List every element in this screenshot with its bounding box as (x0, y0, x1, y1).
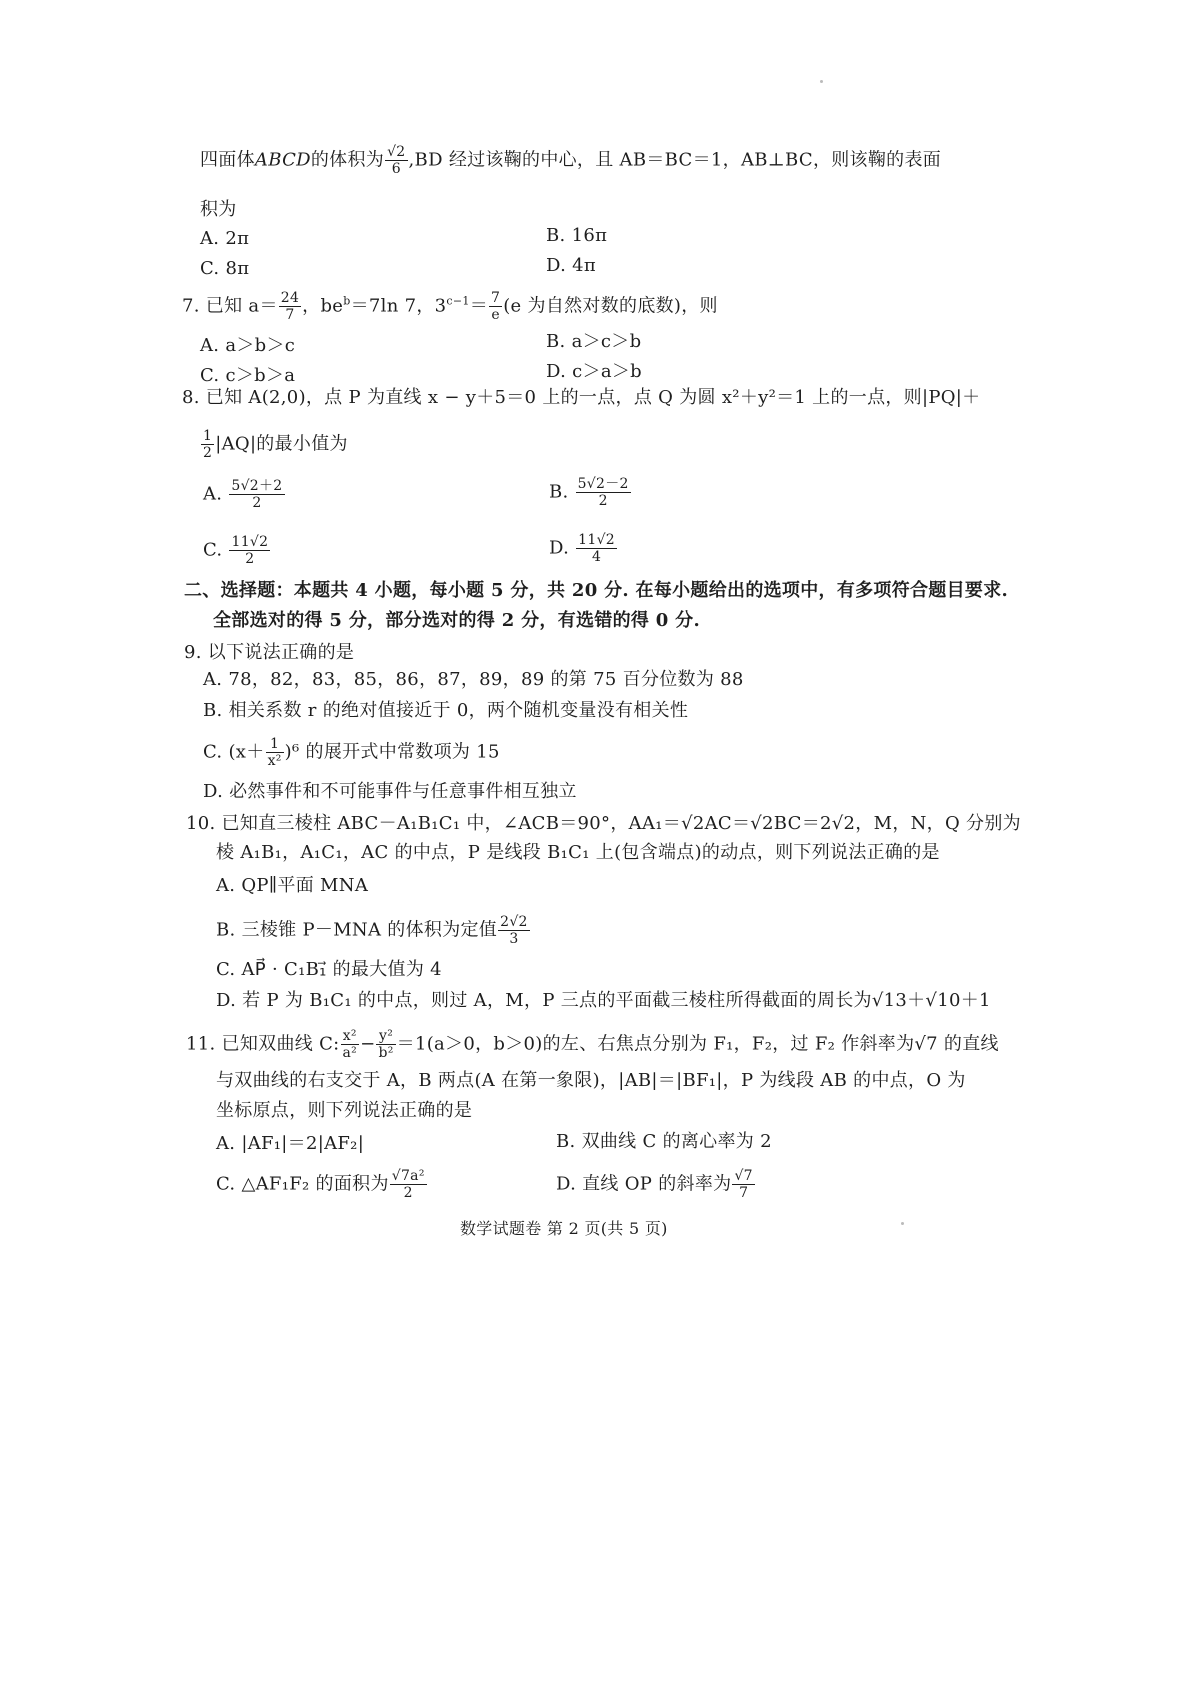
q6-text-a: 四面体 (200, 149, 255, 171)
q6-option-a: A. 2π (200, 228, 250, 249)
q7-option-b: B. a＞c＞b (546, 331, 642, 352)
q7-option-c: C. c＞b＞a (200, 365, 296, 386)
q11-line2: 与双曲线的右支交于 A，B 两点(A 在第一象限)，|AB|＝|BF₁|，P 为线段 AB 的中点，O 为 (216, 1070, 966, 1091)
q11-option-c: C. △AF₁F₂ 的面积为 $\frac{\text{√7a²}}{2}$ (216, 1168, 425, 1201)
q6-line2: 积为 (200, 199, 237, 220)
q6-volume-fraction: $\frac{√2}{6}$ (387, 144, 406, 177)
q8-option-d: D. $\frac{11√2}{4}$ (549, 532, 615, 565)
q10-option-a: A. QP∥平面 MNA (216, 875, 369, 896)
q9-option-c: C. (x＋ $\frac{1}{\text{x²}}$ )⁶ 的展开式中常数项为 15 (203, 736, 500, 769)
q7-stem: 7. 已知 a＝ $\frac{24}{7}$ ，$be^b=7\ln$ 7，$3^{c-1}=$ $\frac{7}{e}$ (e 为自然对数的底数)，则 (182, 290, 718, 323)
q10-option-b: B. 三棱锥 P－MNA 的体积为定值 $\frac{2√2}{3}$ (216, 914, 528, 947)
q7-option-d: D. c＞a＞b (546, 361, 642, 382)
scan-speck (820, 80, 823, 83)
q10-option-d: D. 若 P 为 B₁C₁ 的中点，则过 A，M，P 三点的平面截三棱柱所得截面的周长为√13＋√10＋1 (216, 990, 991, 1011)
q11-line3: 坐标原点，则下列说法正确的是 (216, 1100, 473, 1121)
q8-half-fraction: $\frac{1}{2}$ (203, 428, 213, 461)
q6-text-d: ,BD 经过该鞠的中心，且 AB＝BC＝1，AB⊥BC，则该鞠的表面 (408, 149, 942, 171)
q9-stem: 9. 以下说法正确的是 (184, 642, 355, 663)
q7-fraction-a: $\frac{24}{7}$ (280, 290, 300, 323)
q10-line1: 10. 已知直三棱柱 ABC－A₁B₁C₁ 中，∠ACB＝90°，AA₁＝√2AC＝√2BC＝2√2，M，N，Q 分别为 (186, 813, 1021, 834)
q11-option-a: A. |AF₁|＝2|AF₂| (216, 1133, 365, 1154)
q8-option-b: B. $\frac{5√2-2}{2}$ (549, 476, 629, 509)
q9-option-a: A. 78，82，83，85，86，87，89，89 的第 75 百分位数为 88 (203, 669, 744, 690)
section2-instructions: 全部选对的得 5 分，部分选对的得 2 分，有选错的得 0 分. (213, 610, 701, 631)
q9-option-d: D. 必然事件和不可能事件与任意事件相互独立 (203, 781, 577, 802)
q6-option-b: B. 16π (546, 225, 608, 246)
q8-line1: 8. 已知 A(2,0)，点 P 为直线 x − y＋5＝0 上的一点，点 Q 为圆 x²＋y²＝1 上的一点，则|PQ|＋ (182, 387, 981, 408)
q11-option-d: D. 直线 OP 的斜率为 $\frac{√7}{7}$ (556, 1168, 753, 1201)
q10-option-c: C. AP⃗ · C₁B₁⃗ 的最大值为 4 (216, 959, 442, 980)
q11-line1: 11. 已知双曲线 C: $\frac{\text{x²}}{\text{a²}}$ − $\frac{\text{y²}}{\text{b²}}$ ＝1(a＞0，b＞0)的左、右焦点分别为 F₁，F₂，过 F₂ 作斜率为√7 的直线 (186, 1028, 999, 1061)
q6-text-b: ABCD (254, 149, 311, 171)
q7-option-a: A. a＞b＞c (200, 335, 296, 356)
q6-text-c: 的体积为 (310, 149, 385, 171)
scan-speck (901, 1222, 904, 1225)
q6-option-c: C. 8π (200, 258, 250, 279)
q8-line2: $\frac{1}{2}$ |AQ|的最小值为 (203, 428, 348, 461)
q7-fraction-c: $\frac{7}{e}$ (491, 290, 501, 323)
q6-line1 (200, 144, 941, 177)
q10-line2: 棱 A₁B₁，A₁C₁，AC 的中点，P 是线段 B₁C₁ 上(包含端点)的动点，则下列说法正确的是 (216, 842, 940, 863)
section2-heading: 二、选择题：本题共 4 小题，每小题 5 分，共 20 分. 在每小题给出的选项中，有多项符合题目要求. (184, 580, 1009, 601)
q8-option-a: A. $\frac{5√2+2}{2}$ (203, 478, 283, 511)
page-footer: 数学试题卷 第 2 页(共 5 页) (460, 1219, 668, 1238)
q6-option-d: D. 4π (546, 255, 597, 276)
q8-option-c: C. $\frac{11√2}{2}$ (203, 534, 269, 567)
q11-option-b: B. 双曲线 C 的离心率为 2 (556, 1131, 772, 1152)
q9-option-b: B. 相关系数 r 的绝对值接近于 0，两个随机变量没有相关性 (203, 700, 689, 721)
